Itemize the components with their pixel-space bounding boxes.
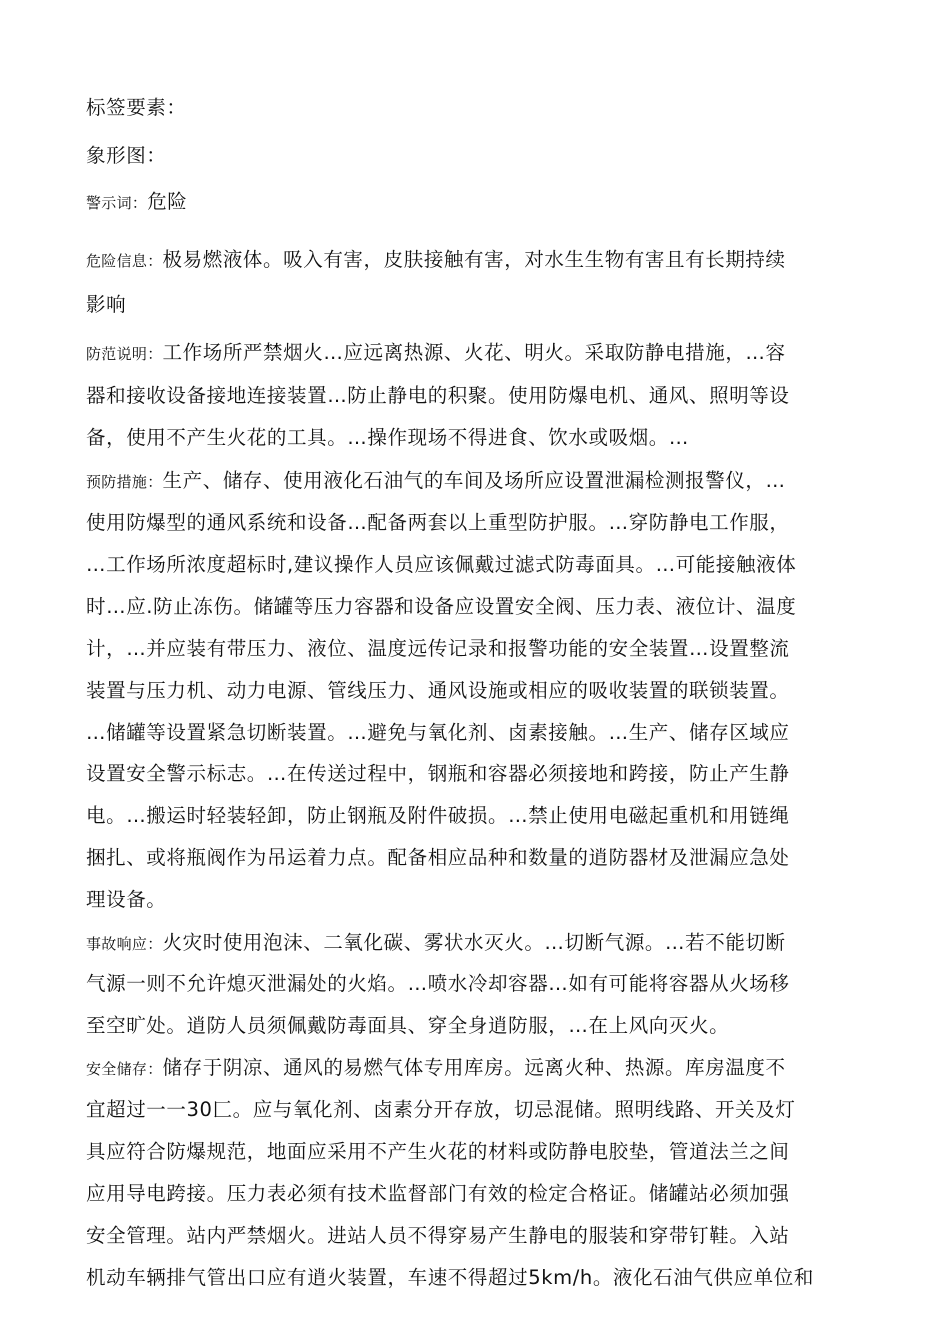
storage-label: 安全储存： — [86, 1060, 163, 1078]
response-label: 事故响应： — [86, 935, 163, 953]
signal-word-label: 警示词： — [86, 194, 148, 212]
prevention-line: …工作场所浓度超标时,建议操作人员应该佩戴过滤式防毒面具。…可能接触液体 — [86, 553, 797, 576]
hazard-line: 影响 — [86, 293, 127, 316]
prevention-line: …储罐等设置紧急切断装置。…避免与氧化剂、卤素接触。…生产、储存区域应 — [86, 721, 790, 744]
storage-line: 宜超过一一30匚。应与氧化剂、卤素分开存放，切忌混储。照明线路、开关及灯 — [86, 1098, 796, 1121]
prevention-line: 电。…搬运时轻装轻卸，防止钢瓶及附件破损。…禁止使用电磁起重机和用链绳 — [86, 804, 790, 827]
prevention-line: 捆扎、或将瓶阀作为吊运着力点。配备相应品种和数量的逍防器材及泄漏应急处 — [86, 846, 790, 869]
hazard-line: 危险信息：极易燃液体。吸入有害，皮肤接触有害，对水生生物有害且有长期持续 — [86, 248, 786, 271]
prevention-line: 装置与压力机、动力电源、管线压力、通风设施或相应的吸收装置的联锁装置。 — [86, 679, 790, 702]
prevention-line: 设置安全警示标志。…在传送过程中，钢瓶和容器必须接地和跨接，防止产生静 — [86, 762, 790, 785]
response-line: 气源一则不允许熄灭泄漏处的火焰。…喷水冷却容器…如有可能将容器从火场移 — [86, 972, 790, 995]
precaution-label: 防范说明： — [86, 345, 163, 363]
prevention-line: 预防措施：生产、储存、使用液化石油气的车间及场所应设置泄漏检测报警仪，… — [86, 469, 786, 492]
response-line: 至空旷处。逍防人员须佩戴防毒面具、穿全身逍防服，…在上风向灭火。 — [86, 1014, 730, 1037]
prevention-line: 计，…并应装有带压力、液位、温度远传记录和报警功能的安全装置…设置整流 — [86, 637, 790, 660]
prevention-line: 理设备。 — [86, 888, 167, 911]
signal-word-line — [86, 189, 886, 216]
precaution-line: 备，使用不产生火花的工具。…操作现场不得进食、饮水或吸烟。… — [86, 426, 690, 449]
precaution-line: 器和接收设备接地连接装置…防止静电的积聚。使用防爆电机、通风、照明等设 — [86, 384, 790, 407]
storage-line: 安全储存：储存于阴凉、通风的易燃气体专用库房。远离火种、热源。库房温度不 — [86, 1056, 786, 1079]
prevention-label: 预防措施： — [86, 473, 163, 491]
storage-line: 机动车辆排气管出口应有逍火装置，车速不得超过5km/h。液化石油气供应单位和 — [86, 1266, 814, 1289]
storage-line: 应用导电跨接。压力表必须有技术监督部门有效的检定合格证。储罐站必须加强 — [86, 1182, 790, 1205]
label-elements-heading: 标签要素： — [86, 96, 187, 119]
prevention-line: 时…应.防止冻伤。储罐等压力容器和设备应设置安全阀、压力表、液位计、温度 — [86, 595, 797, 618]
hazard-label: 危险信息： — [86, 252, 163, 270]
precaution-line: 防范说明：工作场所严禁烟火…应远离热源、火花、明火。采取防静电措施，…容 — [86, 341, 786, 364]
storage-line: 安全管理。站内严禁烟火。进站人员不得穿易产生静电的服装和穿带钉鞋。入站 — [86, 1224, 790, 1247]
pictogram-heading: 象形图： — [86, 144, 167, 167]
storage-line: 具应符合防爆规范，地面应采用不产生火花的材料或防静电胶垫，管道法兰之间 — [86, 1140, 790, 1163]
signal-word-value: 危险 — [147, 190, 188, 213]
response-line: 事故响应：火灾时使用泡沫、二氧化碳、雾状水灭火。…切断气源。…若不能切断 — [86, 931, 786, 954]
prevention-line: 使用防爆型的通风系统和设备…配备两套以上重型防护服。…穿防静电工作服， — [86, 511, 790, 534]
